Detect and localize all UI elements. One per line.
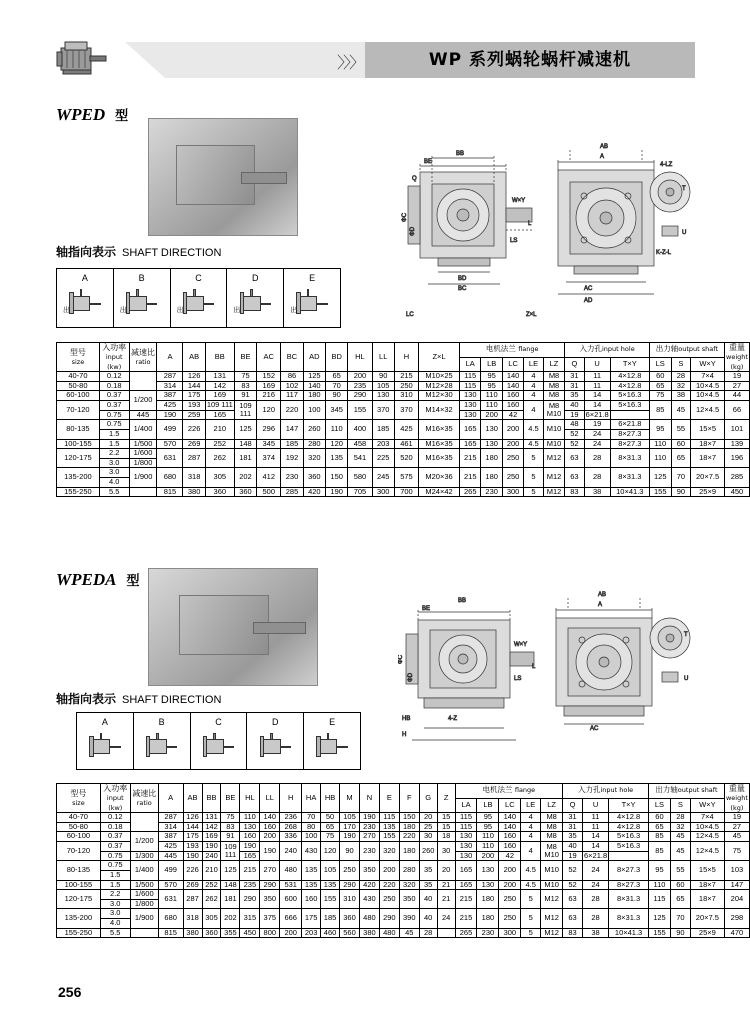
svg-text:T: T [682,186,686,192]
th2-U: U [582,798,608,813]
th2-LC: LC [499,798,521,813]
th2-group-flange: 电机法兰 flange [455,784,563,799]
model-label-wped: WPED 型 [56,105,129,124]
svg-text:BB: BB [456,151,465,157]
th-dim-BB: BB [205,343,234,372]
spec-table-wpeda [56,783,750,938]
th-LE: LE [524,357,543,372]
spec-table-body-wpeda [57,813,750,938]
svg-text:HB: HB [402,716,411,722]
th-weight: 重量 weight (kg) [726,343,748,371]
table-row: 1.5 52 24 8×27.3 [57,429,750,439]
svg-text:A: A [598,602,603,608]
shaft-cell-a: A 出 [57,269,114,327]
product-photo-wped [148,118,298,236]
svg-text:BC: BC [458,286,467,292]
table-row: 3.0 1/800 [57,458,750,468]
shaft-diagram-b [140,731,184,763]
th2-LS: LS [649,798,671,813]
table-row: 50-80 0.18 314 144 142 83 169 102 140 70 235 105 250 M12×28 115 95 140 4 M8 31 11 4×12.8 65 32 10×4.5 27 [57,381,750,391]
th2-dim-Z: Z [437,784,455,813]
table-row: 3.0 1/800 [57,899,750,909]
th-TxY: T×Y [610,357,649,372]
table-row: 80-135 0.75 1/400 499 226 210 125 296 147 260 110 400 185 425 M16×35 165 130 200 4.5 M10 48 19 6×21.8 95 55 15×5 101 [57,420,750,430]
table-row: 0.75 1/300 445 190 240 165 130 200 42 19 6×21.8 [57,851,750,861]
technical-drawing-wped [398,130,698,325]
th-LZ: LZ [543,357,565,372]
shaft-direction-label-wpeda: 轴指向表示 SHAFT DIRECTION [56,692,222,706]
th2-dim-HL: HL [240,784,260,813]
th-ratio: 减速比 ratio [130,784,158,813]
table-row: 40-70 0.12 287 126 131 75 110 140 236 70 50 105 190 115 150 20 15 115 95 140 4 M8 31 11 4×12.8 60 28 7×4 19 [57,813,750,823]
shaft-cell-c: C 出 [171,269,228,327]
shaft-diagram-c: 出 [177,287,221,321]
svg-text:Z×L: Z×L [526,312,537,318]
shaft-cell-a: A [77,713,134,769]
th-Q: Q [565,357,584,372]
svg-text:BE: BE [424,159,433,165]
table-row: 60-100 0.37 1/200 387 175 169 91 160 200 336 100 75 190 270 155 220 30 18 130 110 160 4 M8 35 14 5×16.3 85 45 12×4.5 45 [57,832,750,842]
th-LB: LB [481,357,502,372]
shaft-cell-b: B 出 [114,269,171,327]
svg-text:ΦC: ΦC [398,654,404,664]
svg-text:AC: AC [590,726,599,732]
page-title: WP 系列蜗轮蜗杆减速机 [428,50,632,70]
th2-dim-BE: BE [221,784,240,813]
page-number: 256 [58,984,82,1000]
th-S: S [671,357,691,372]
svg-text:4-Z: 4-Z [448,716,457,722]
table-row: 100-155 1.5 1/500 570 269 252 148 235 290 531 135 135 290 420 220 320 35 21 165 130 200 4.5 M10 52 24 8×27.3 110 60 18×7 147 [57,880,750,890]
table-row: 120-175 2.2 1/600 631 287 262 181 374 192 320 135 541 225 520 M16×35 215 180 250 5 M12 63 28 8×31.3 110 65 18×7 196 [57,449,750,459]
shaft-direction-label-wped: 轴指向表示 SHAFT DIRECTION [56,245,222,259]
th-ratio: 减速比 ratio [129,343,157,372]
svg-text:U: U [684,676,689,682]
th-power: 入功率 input (kw) [99,343,129,372]
shaft-direction-table-wped [56,268,341,328]
shaft-diagram-b: 出 [120,287,164,321]
product-photo-wpeda [148,568,318,686]
shaft-cell-d: D 出 [227,269,284,327]
table-row: 4.0 [57,919,750,929]
shaft-diagram-a [83,731,127,763]
svg-text:W×Y: W×Y [514,642,528,648]
svg-text:K-Z-L: K-Z-L [656,250,671,256]
table-row: 135-200 3.0 1/900 680 318 305 202 412 230 360 150 580 245 575 M20×36 215 180 250 5 M12 63 28 8×31.3 125 70 20×7.5 285 [57,468,750,478]
svg-text:LC: LC [406,312,414,318]
chevron-decoration: 〉〉〉 [337,55,364,72]
page-header [55,38,695,84]
spec-table-body-wped [57,372,750,497]
th-dim-BD: BD [326,343,348,372]
th-group-flange: 电机法兰 flange [460,343,565,358]
svg-text:U: U [682,230,687,236]
table-row: 40-70 0.12 287 126 131 75 152 86 125 65 200 90 215 M10×25 115 95 140 4 M8 31 11 4×12.8 60 28 7×4 19 [57,372,750,382]
shaft-diagram-a: 出 [63,287,107,321]
th-group-input-hole: 入力孔input hole [565,343,650,358]
th2-dim-HB: HB [321,784,340,813]
th2-dim-M: M [340,784,360,813]
shaft-cell-e: E [304,713,360,769]
th-dim-ZxL: Z×L [419,343,460,372]
th-size: 型号 size [57,784,101,813]
table-row: 1.5 [57,870,750,880]
th2-dim-A: A [158,784,183,813]
th2-WxY: W×Y [690,798,724,813]
th2-dim-F: F [399,784,419,813]
th2-dim-E: E [379,784,399,813]
table-row: 155-250 5.5 815 380 360 360 500 285 420 190 705 300 700 M24×42 265 230 300 5 M12 83 38 10×41.3 155 90 25×9 450 [57,487,750,497]
th-U: U [584,357,610,372]
th-dim-HL: HL [348,343,372,372]
svg-text:AB: AB [598,592,607,598]
th2-dim-N: N [359,784,379,813]
svg-text:AB: AB [600,144,609,150]
th-dim-LL: LL [372,343,394,372]
th2-dim-HA: HA [302,784,321,813]
th2-LA: LA [455,798,477,813]
th-dim-BE: BE [234,343,256,372]
th-WxY: W×Y [691,357,725,372]
svg-text:H: H [402,732,407,738]
th2-dim-H: H [280,784,302,813]
shaft-cell-b: B [134,713,191,769]
svg-text:T: T [684,632,688,638]
table-row: 120-175 2.2 1/600 631 287 262 181 290 350 600 160 155 310 430 250 350 40 21 215 180 250 5 M12 63 28 8×31.3 115 65 18×7 204 [57,890,750,900]
table-row: 60-100 0.37 1/200 387 175 169 91 216 117 180 90 290 130 310 M12×30 130 110 160 4 M8 35 14 5×16.3 75 38 10×4.5 44 [57,391,750,401]
th2-LZ: LZ [541,798,563,813]
shaft-diagram-e: 出 [290,287,334,321]
th-LA: LA [460,357,481,372]
svg-text:W×Y: W×Y [512,198,526,204]
th-dim-AC: AC [257,343,281,372]
th2-dim-G: G [419,784,437,813]
table-row: 50-80 0.18 314 144 142 83 130 160 268 80 65 170 230 135 180 25 15 115 95 140 4 M8 31 11 4×12.8 65 32 10×4.5 27 [57,822,750,832]
th-LS: LS [649,357,671,372]
svg-text:ΦC: ΦC [402,212,408,222]
svg-text:A: A [600,154,605,160]
table-row: 155-250 5.5 815 380 360 355 450 800 200 203 460 560 380 480 45 28 265 230 300 5 M12 83 38 10×41.3 155 90 25×9 470 [57,928,750,938]
th-dim-H: H [394,343,418,372]
th-dim-AB: AB [183,343,205,372]
table-row: 70-120 0.37 425 193 190 109 111 190 190 240 430 120 90 230 320 180 260 30 130 110 160 4 M8 M10 40 14 5×16.3 85 45 12×4.5 75 [57,842,750,852]
gearbox-logo-icon [55,38,111,82]
th-dim-AD: AD [303,343,325,372]
th2-weight: 重量 weight (kg) [725,784,748,812]
table-row: 0.75 445 190 259 165 130 200 42 19 6×21.8 [57,410,750,420]
th-size: 型号 size [57,343,100,372]
technical-drawing-wpeda [398,580,698,765]
shaft-diagram-c [197,731,241,763]
th2-dim-AB: AB [183,784,202,813]
th2-LB: LB [477,798,499,813]
th-group-output-shaft: 出力轴output shaft [649,343,724,358]
th2-TxY: T×Y [609,798,649,813]
svg-text:AD: AD [584,298,593,304]
th2-S: S [670,798,690,813]
th2-dim-LL: LL [260,784,280,813]
shaft-diagram-d [253,731,297,763]
svg-text:ΦD: ΦD [410,226,416,236]
th-LC: LC [502,357,523,372]
svg-text:4-LZ: 4-LZ [660,162,673,168]
th-dim-A: A [157,343,183,372]
th-power: 入功率 input (kw) [100,784,130,813]
table-row: 70-120 0.37 425 193 109 111 109 111 120 220 100 345 155 370 370 M14×32 130 110 160 4 M8 M10 40 14 5×16.3 85 45 12×4.5 66 [57,401,750,411]
th2-group-output-shaft: 出力轴output shaft [649,784,725,799]
shaft-diagram-e [310,731,354,763]
table-row: 4.0 [57,478,750,488]
th2-Q: Q [563,798,583,813]
shaft-diagram-d: 出 [233,287,277,321]
svg-text:LS: LS [514,676,522,682]
shaft-cell-c: C [191,713,248,769]
model-label-wpeda: WPEDA 型 [56,570,140,589]
svg-text:BD: BD [458,276,467,282]
th2-group-input-hole: 入力孔input hole [563,784,649,799]
table-row: 100-155 1.5 1/500 570 269 252 148 345 185 280 120 458 203 461 M16×35 165 130 200 4.5 M10 52 24 8×27.3 110 60 18×7 139 [57,439,750,449]
svg-text:L: L [528,221,532,227]
spec-table-wped [56,342,750,497]
th2-LE: LE [521,798,541,813]
shaft-direction-table-wpeda [76,712,361,770]
table-row: 135-200 3.0 1/900 680 318 305 202 315 375 666 175 185 360 480 290 390 40 24 215 180 250 5 M12 63 28 8×31.3 125 70 20×7.5 298 [57,909,750,919]
svg-text:Q: Q [412,176,417,182]
svg-text:L: L [532,664,536,670]
svg-text:BB: BB [458,598,467,604]
svg-text:LS: LS [510,238,518,244]
svg-text:AC: AC [584,286,593,292]
th2-dim-BB: BB [202,784,221,813]
svg-text:BE: BE [422,606,431,612]
th-dim-BC: BC [281,343,303,372]
table-row: 80-135 0.75 1/400 499 226 210 125 215 270 480 135 105 250 350 200 280 35 20 165 130 200 4.5 M10 52 24 8×27.3 95 55 15×5 103 [57,861,750,871]
shaft-cell-e: E 出 [284,269,340,327]
svg-text:ΦD: ΦD [408,672,414,682]
shaft-cell-d: D [247,713,304,769]
